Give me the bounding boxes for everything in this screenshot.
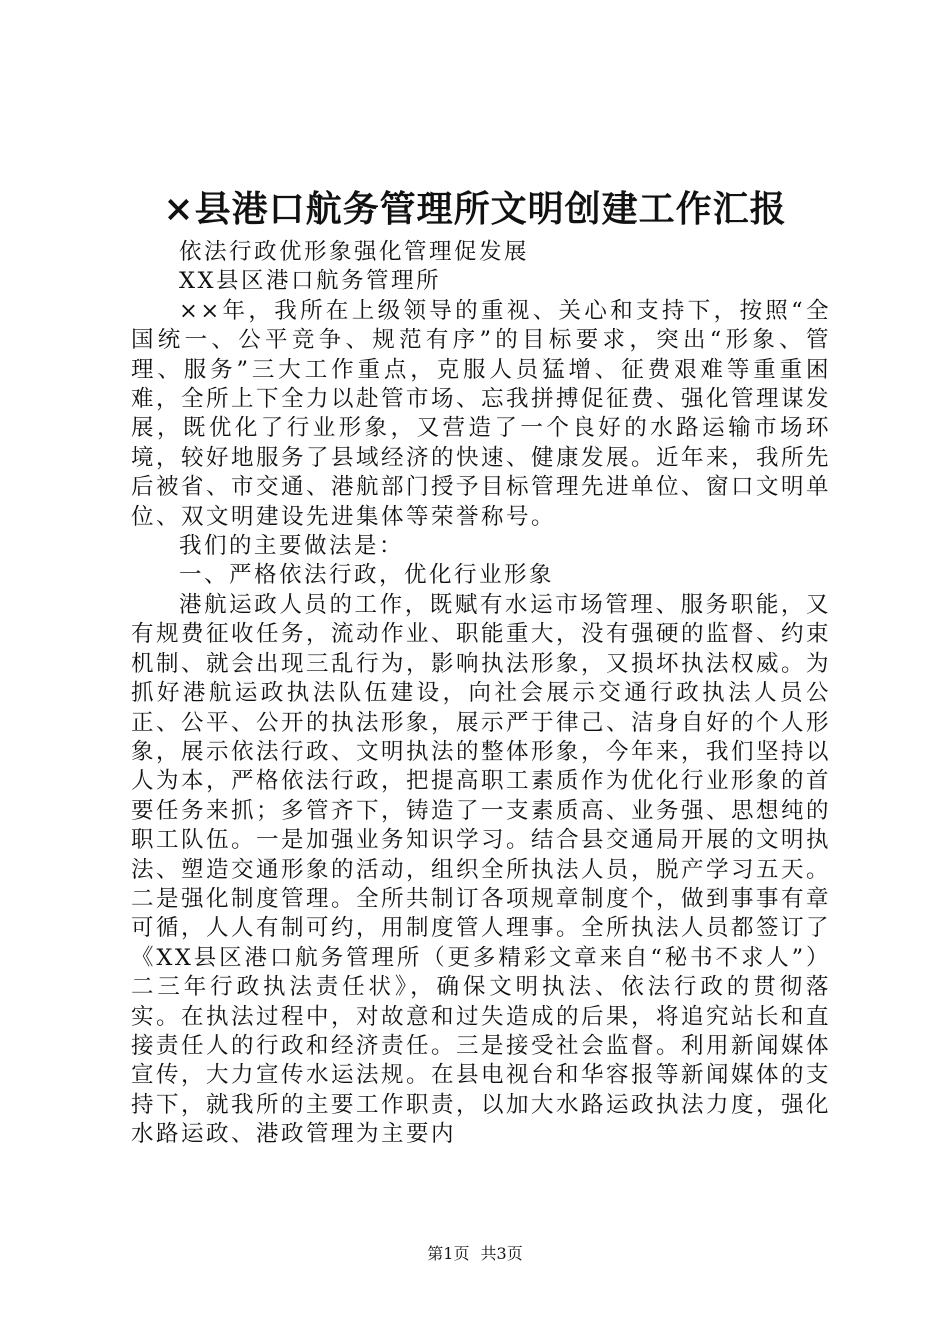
- methods-lead-paragraph: 我们的主要做法是：: [179, 533, 405, 560]
- page-number: 第1页: [427, 1244, 470, 1263]
- intro-paragraph: ××年，我所在上级领导的重视、关心和支持下，按照“全国统一、公平竞争、规范有序”的目标要求，突出“形象、管理、服务”三大工作重点，克服人员猛增、征费艰难等重重困难，全所上下全力以赴管市场、忘我拼搏促征费、强化管理谋发展，既优化了行业形象，又营造了一个良好的水路运输市场环境，较好地服务了县域经济的快速、健康发展。近年来，我所先后被省、市交通、港航部门授予目标管理先进单位、窗口文明单位、双文明建设先进集体等荣誉称号。: [131, 297, 832, 530]
- page-total: 共3页: [480, 1244, 523, 1263]
- document-title: ×县港口航务管理所文明创建工作汇报: [163, 188, 787, 230]
- section-heading-1: 一、严格依法行政，优化行业形象: [179, 562, 555, 589]
- page-footer: [0, 1244, 950, 1264]
- section-1-body-paragraph: 港航运政人员的工作，既赋有水运市场管理、服务职能，又有规费征收任务，流动作业、职能重大，没有强硬的监督、约束机制、就会出现三乱行为，影响执法形象，又损坏执法权威。为抓好港航运政执法队伍建设，向社会展示交通行政执法人员公正、公平、公开的执法形象，展示严于律己、洁身自好的个人形象，展示依法行政、文明执法的整体形象，今年来，我们坚持以人为本，严格依法行政，把提高职工素质作为优化行业形象的首要任务来抓；多管齐下，铸造了一支素质高、业务强、思想纯的职工队伍。一是加强业务知识学习。结合县交通局开展的文明执法、塑造交通形象的活动，组织全所执法人员，脱产学习五天。二是强化制度管理。全所共制订各项规章制度个，做到事事有章可循，人人有制可约，用制度管人理事。全所执法人员都签订了《XX县区港口航务管理所（更多精彩文章来自“秘书不求人”）二三年行政执法责任状》，确保文明执法、依法行政的贯彻落实。在执法过程中，对故意和过失造成的后果，将追究站长和直接责任人的行政和经济责任。三是接受社会监督。利用新闻媒体宣传，大力宣传水运法规。在县电视台和华容报等新闻媒体的支持下，就我所的主要工作职责，以加大水路运政执法力度，强化水路运政、港政管理为主要内: [131, 591, 832, 1148]
- author-paragraph: XX县区港口航务管理所: [179, 268, 442, 295]
- subtitle-paragraph: 依法行政优形象强化管理促发展: [179, 239, 530, 265]
- document-body: [131, 238, 831, 1150]
